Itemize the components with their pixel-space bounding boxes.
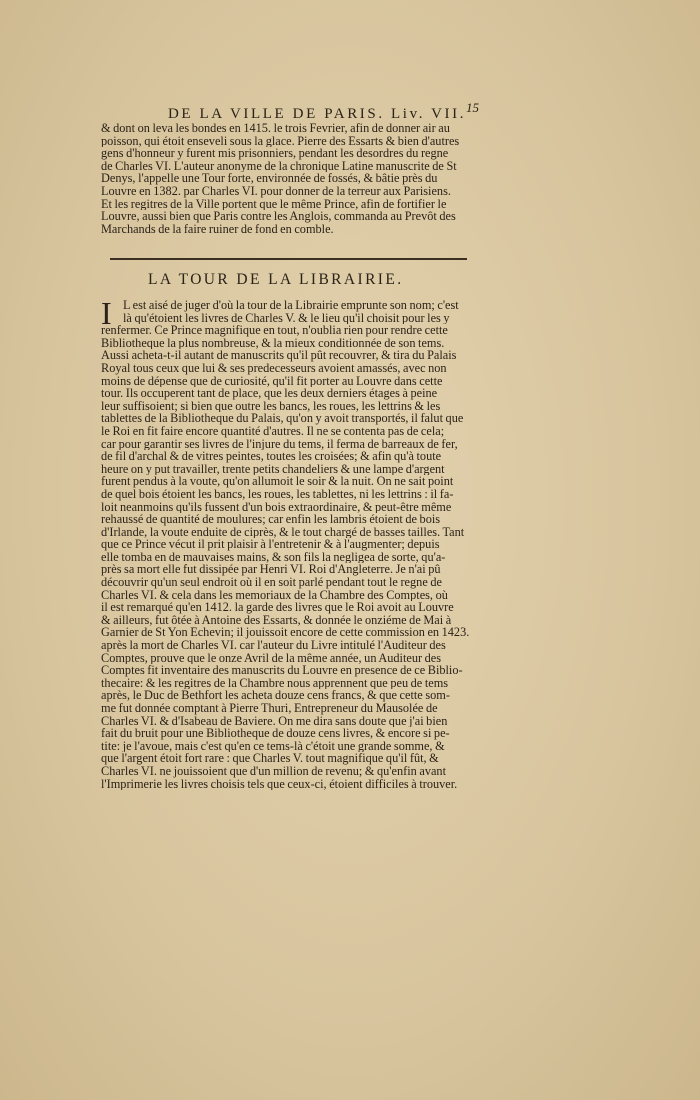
text-line: elle tomba en de mauvaises mains, & son fils la negligea de sorte, qu'a- [101,550,446,564]
text-line: thecaire: & les regitres de la Chambre nous apprennent que peu de tems [101,676,449,690]
text-line: Charles VI. & cela dans les memoriaux de la Chambre des Comptes, où [101,588,448,602]
text-line: Royal tous ceux que lui & ses predecesseurs avoient amassés, avec non [101,361,447,375]
text-line: que ce Prince vécut il prit plaisir à l'entretenir & à l'augmenter; depuis [101,538,440,551]
text-line: de quel bois étoient les bancs, les roues, les tablettes, ni les lettrins : il fa- [101,487,454,501]
running-head: DE LA VILLE DE PARIS. Liv. VII. [168,106,467,122]
text-line: Marchands de la faire ruiner de fond en comble. [101,222,334,236]
text-line: près sa mort elle fut dissipée par Henri VI. Roi d'Angleterre. Je n'ai pû [101,563,441,577]
text-line: Aussi acheta-t-il autant de manuscrits qu'il pût recouvrer, & tira du Palais [101,349,457,362]
section-title: LA TOUR DE LA LIBRAIRIE. [148,271,404,288]
text-line: fait du bruit pour une Bibliotheque de douze cens livres, & encore si pe- [101,727,450,740]
text-line: & dont on leva les bondes en 1415. le trois Fevrier, afin de donner air au [101,122,450,135]
text-line: le Roi en fit faire encore quantité d'autres. Il ne se contenta pas de cela; [101,424,445,438]
text-line: tablettes de la Bibliotheque du Palais, qu'on y avoit transportés, il falut que [101,412,464,425]
text-line: après la mort de Charles VI. car l'auteur du Livre intitulé l'Auditeur des [101,639,446,652]
text-line: Bibliotheque la plus nombreuse, & la mieux conditionnée de son tems. [101,336,445,350]
text-line: il est remarqué qu'en 1412. la garde des livres que le Roi avoit au Louvre [101,601,454,614]
text-line: d'Irlande, la voute enduite de ciprès, & le tout chargé de basses tailles. Tant [101,525,465,539]
text-line: renfermer. Ce Prince magnifique en tout, n'oublia rien pour rendre cette [101,324,448,337]
text-line: car pour garantir ses livres de l'injure du tems, il ferma de barreaux de fer, [101,437,458,451]
text-line: après, le Duc de Bethfort les acheta douze cens francs, & que cette som- [101,689,450,702]
text-line: là qu'étoient les livres de Charles V. & le lieu qu'il choisit pour les y [123,311,450,325]
text-line: tite: je l'avoue, mais c'est qu'en ce tems-là c'étoit une grande somme, & [101,739,445,753]
text-line: me fut donnée comptant à Pierre Thuri, Entrepreneur du Mausolée de [101,702,438,715]
text-line: gens d'honneur y furent mis prisonniers, pendant les desordres du regne [101,147,449,160]
text-line: rehaussé de quantité de moulures; car enfin les lambris étoient de bois [101,513,441,526]
text-line: de Charles VI. L'auteur anonyme de la chronique Latine manuscrite de St [101,159,457,173]
text-line: Et les regitres de la Ville portent que le même Prince, afin de fortifier le [101,197,447,211]
text-line: heure on y put travailler, trente petits chandeliers & une lampe d'argent [101,462,445,476]
page-number: 15 [466,100,479,115]
text-line: leur suffisoient; si bien que outre les bancs, les roues, les lettrins & les [101,399,441,413]
text-line: poisson, qui étoit enseveli sous la glace. Pierre des Essarts & bien d'autres [101,134,460,148]
text-line: Garnier de St Yon Echevin; il jouissoit encore de cette commission en 1423. [101,626,470,640]
text-line: Denys, l'appelle une Tour forte, environnée de fossés, & bâtie près du [101,172,438,185]
text-line: découvrir qu'un seul endroit où il en soit parlé pendant tout le regne de [101,576,442,589]
text-line: Louvre, aussi bien que Paris contre les Anglois, commanda au Prevôt des [101,210,456,223]
text-line: loit neanmoins qu'ils fussent d'un bois extraordinaire, & peut-être même [101,500,452,514]
text-line: L est aisé de juger d'où la tour de la Librairie emprunte son nom; c'est [123,299,459,312]
section-divider-rule [110,258,467,260]
paragraph-tour-continuation [101,122,481,235]
text-line: de fil d'archal & de vitres peintes, toutes les croisées; & afin qu'à toute [101,450,442,463]
text-line: Louvre en 1382. par Charles VI. pour donner de la terreur aux Parisiens. [101,184,451,198]
text-line: furent pendus à la voute, qu'on allumoit le soir & la nuit. On ne sait point [101,475,454,488]
text-line: l'Imprimerie les livres choisis tels que ceux-ci, étoient difficiles à trouver. [101,777,458,791]
text-line: Comptes, prouve que le onze Avril de la même année, un Auditeur des [101,651,442,665]
paragraph-librairie [101,295,482,791]
text-line: Charles VI. ne jouissoient que d'un million de revenu; & qu'enfin avant [101,764,446,778]
text-line: & ailleurs, fut ôtée à Antoine des Essarts, & donnée le onziéme de Mai à [101,613,452,627]
drop-cap: I [101,295,112,331]
text-line: tour. Ils occuperent tant de place, que les deux derniers étages à peine [101,387,438,400]
text-line: Comptes fit inventaire des manuscrits du Louvre en presence de ce Biblio- [101,664,463,677]
text-line: Charles VI. & d'Isabeau de Baviere. On me dira sans doute que j'ai bien [101,714,448,728]
text-line: que l'argent étoit fort rare : que Charles V. tout magnifique qu'il fût, & [101,752,439,765]
text-line: moins de dépense que de curiosité, qu'il fit porter au Louvre dans cette [101,374,443,388]
